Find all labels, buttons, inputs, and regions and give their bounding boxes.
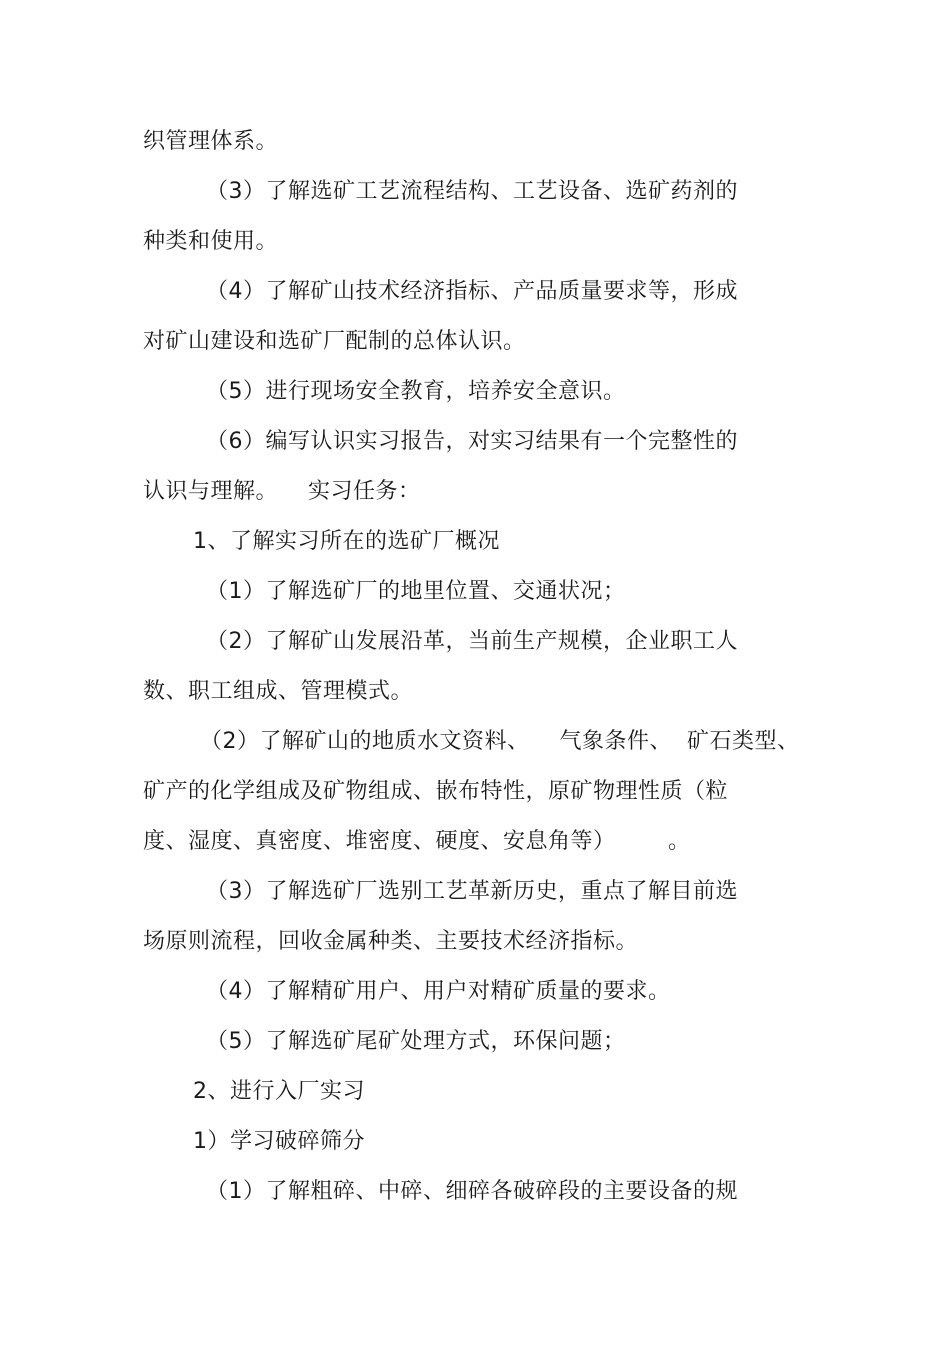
text-line: 1、了解实习所在的选矿厂概况: [193, 529, 500, 554]
text-line: 度、湿度、真密度、堆密度、硬度、安息角等） 。: [143, 829, 691, 854]
text-line: 场原则流程，回收金属种类、主要技术经济指标。: [143, 929, 639, 954]
text-line: （6）编写认识实习报告，对实习结果有一个完整性的: [206, 429, 738, 454]
text-line: （2）了解矿山的地质水文资料、 气象条件、 矿石类型、: [200, 729, 800, 754]
text-line: （2）了解矿山发展沿革，当前生产规模，企业职工人: [206, 629, 738, 654]
text-line: 种类和使用。: [143, 229, 279, 254]
text-line: （3）了解选矿厂选别工艺革新历史，重点了解目前选: [206, 879, 738, 904]
text-line: 认识与理解。 实习任务：: [143, 479, 421, 504]
text-line: 织管理体系。: [143, 129, 279, 154]
text-line: （5）了解选矿尾矿处理方式，环保问题；: [206, 1029, 626, 1054]
text-line: （4）了解矿山技术经济指标、产品质量要求等，形成: [206, 279, 738, 304]
text-line: 对矿山建设和选矿厂配制的总体认识。: [143, 329, 526, 354]
text-line: 2、进行入厂实习: [193, 1079, 365, 1104]
text-line: （1）了解选矿厂的地里位置、交通状况；: [206, 579, 626, 604]
text-line: （1）了解粗碎、中碎、细碎各破碎段的主要设备的规: [206, 1179, 738, 1204]
text-line: （4）了解精矿用户、用户对精矿质量的要求。: [206, 979, 671, 1004]
text-line: 矿产的化学组成及矿物组成、嵌布特性，原矿物理性质（粒: [143, 779, 729, 804]
text-line: （5）进行现场安全教育，培养安全意识。: [206, 379, 626, 404]
text-line: （3）了解选矿工艺流程结构、工艺设备、选矿药剂的: [206, 179, 738, 204]
text-line: 数、职工组成、管理模式。: [143, 679, 414, 704]
text-line: 1）学习破碎筛分: [193, 1129, 365, 1154]
